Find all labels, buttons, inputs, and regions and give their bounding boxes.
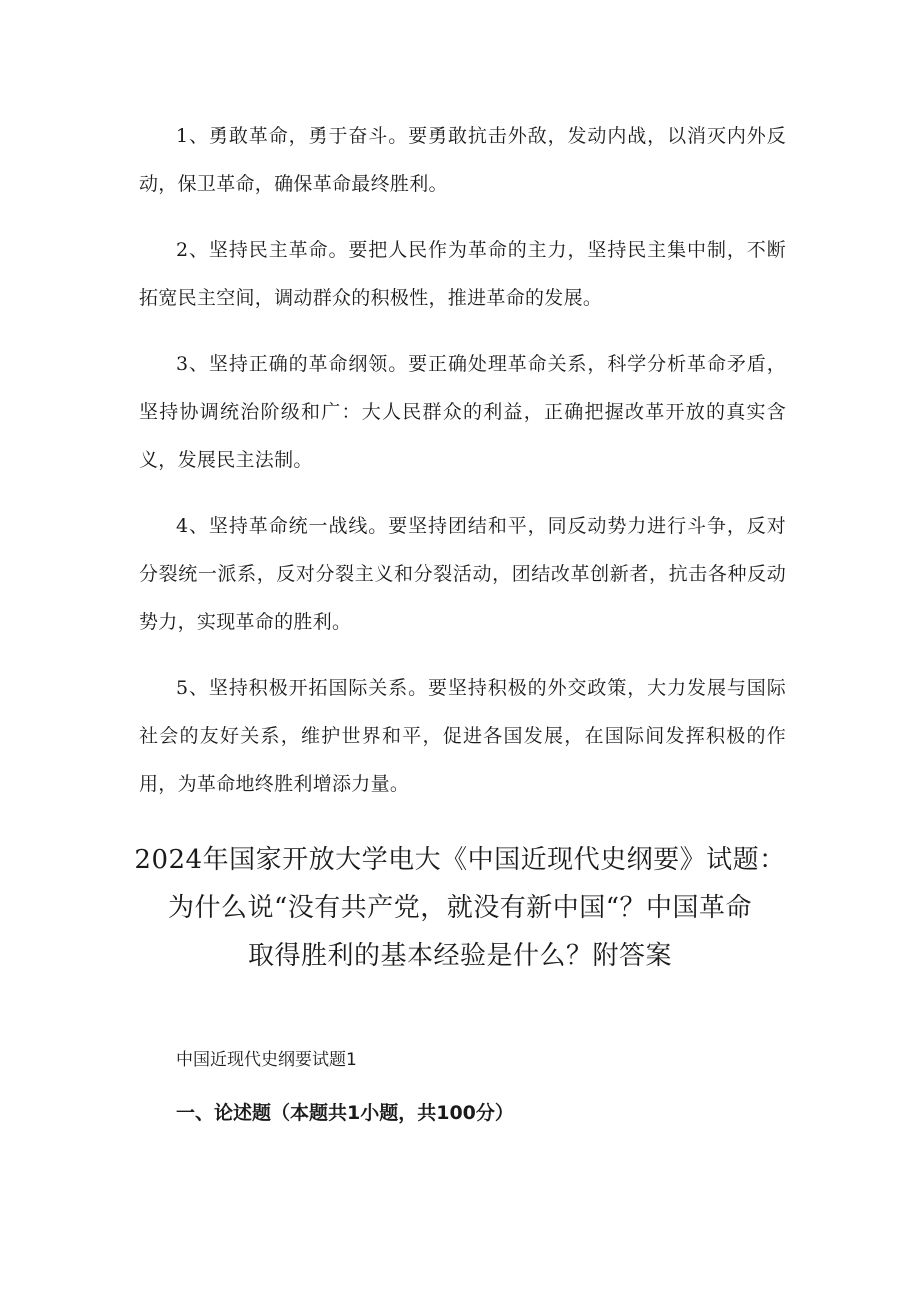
title-line-2: 为什么说“没有共产党，就没有新中国“？中国革命: [167, 893, 753, 923]
title-line-3: 取得胜利的基本经验是什么？附答案: [247, 941, 672, 971]
answer-point-4: 4、坚持革命统一战线。要坚持团结和平，同反动势力进行斗争，反对分裂统一派系，反对分裂主义和分裂活动，团结改革创新者，抗击各种反动势力，实现革命的胜利。: [139, 515, 786, 633]
answer-point-5: 5、坚持积极开拓国际关系。要坚持积极的外交政策，大力发展与国际社会的友好关系，维护世界和平，促进各国发展，在国际间发挥积极的作用，为革命地终胜利增添力量。: [139, 677, 786, 795]
answer-point-2: 2、坚持民主革命。要把人民作为革命的主力，坚持民主集中制，不断拓宽民主空间，调动群众的积极性，推进革命的发展。: [139, 239, 786, 309]
exam-subtitle: 中国近现代史纲要试题1: [176, 1050, 357, 1070]
title-line-1: 2024年国家开放大学电大《中国近现代史纲要》试题：: [134, 845, 786, 875]
answer-point-3: 3、坚持正确的革命纲领。要正确处理革命关系，科学分析革命矛盾，坚持协调统治阶级和广：大人民群众的利益，正确把握改革开放的真实含义，发展民主法制。: [139, 353, 786, 471]
section-heading: 一、论述题（本题共1小题，共100分）: [176, 1102, 514, 1124]
answer-points: [139, 112, 786, 826]
document-title: [110, 836, 810, 980]
answer-point-1: 1、勇敢革命，勇于奋斗。要勇敢抗击外敌，发动内战，以消灭内外反动，保卫革命，确保革命最终胜利。: [139, 125, 786, 195]
